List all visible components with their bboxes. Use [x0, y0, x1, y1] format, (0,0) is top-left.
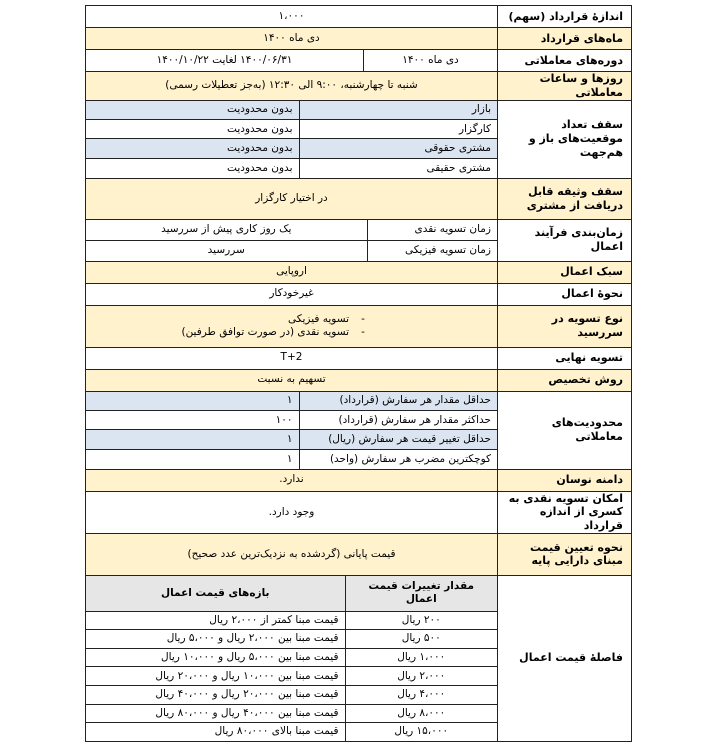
- trading-limits-label: محدودیت‌های معاملاتی: [498, 391, 632, 469]
- trading-periods-range: ۱۴۰۰/۰۶/۳۱ لغایت ۱۴۰۰/۱۰/۲۲: [85, 50, 363, 72]
- row-position-limits: [85, 100, 631, 178]
- position-limits-subtable: [86, 101, 497, 178]
- row-price-range: [85, 469, 631, 491]
- trading-limits-subtable: [86, 392, 497, 469]
- trading-limit-row: [86, 430, 497, 450]
- strike-range: قیمت مبنا بین ۱۰،۰۰۰ ریال و ۲۰،۰۰۰ ریال: [86, 667, 345, 686]
- position-limit-value: بدون محدودیت: [86, 139, 299, 159]
- contract-months-value: دی ماه ۱۴۰۰: [85, 28, 497, 50]
- strike-step: ۱،۰۰۰ ریال: [345, 648, 497, 667]
- position-limit-value: بدون محدودیت: [86, 119, 299, 139]
- contract-months-label: ماه‌های قرارداد: [498, 28, 632, 50]
- row-strike-interval: [85, 575, 631, 741]
- row-trading-limits: [85, 391, 631, 469]
- strike-interval-row: [86, 667, 497, 686]
- allocation-value: تسهیم به نسبت: [85, 369, 497, 391]
- exercise-method-value: غیرخودکار: [85, 283, 497, 305]
- position-limit-name: کارگزار: [299, 119, 497, 139]
- exercise-timing-row: [86, 240, 497, 261]
- strike-interval-row: [86, 611, 497, 630]
- strike-step: ۲،۰۰۰ ریال: [345, 667, 497, 686]
- row-trading-days: [85, 72, 631, 101]
- exercise-style-value: اروپایی: [85, 261, 497, 283]
- strike-ranges-header: بازه‌های قیمت اعمال: [86, 576, 345, 611]
- row-contract-months: [85, 28, 631, 50]
- row-exercise-style: [85, 261, 631, 283]
- row-trading-periods: [85, 50, 631, 72]
- settlement-type-label: نوع تسویه در سررسید: [498, 305, 632, 347]
- exercise-timing-value: یک روز کاری پیش از سررسید: [86, 220, 367, 241]
- strike-interval-row: [86, 723, 497, 741]
- trading-days-value: شنبه تا چهارشنبه، ۹:۰۰ الی ۱۲:۳۰ (به‌جز تعطیلات رسمی): [85, 72, 497, 101]
- trading-limit-name: حداکثر مقدار هر سفارش (قرارداد): [299, 410, 497, 430]
- settlement-option-text: تسویه نقدی (در صورت توافق طرفین): [181, 326, 349, 338]
- strike-interval-row: [86, 704, 497, 723]
- exercise-timing-value: سررسید: [86, 240, 367, 261]
- exercise-timing-name: زمان تسویه فیزیکی: [367, 240, 497, 261]
- strike-range: قیمت مبنا بین ۲،۰۰۰ ریال و ۵،۰۰۰ ریال: [86, 630, 345, 649]
- exercise-timing-row: [86, 220, 497, 241]
- collateral-label: سقف وثیقه قابل دریافت از مشتری: [498, 178, 632, 219]
- row-allocation: [85, 369, 631, 391]
- row-base-price: [85, 533, 631, 575]
- strike-step: ۴،۰۰۰ ریال: [345, 686, 497, 705]
- row-settlement-type: [85, 305, 631, 347]
- exercise-timing-name: زمان تسویه نقدی: [367, 220, 497, 241]
- strike-interval-subtable: [86, 576, 497, 741]
- row-collateral: [85, 178, 631, 219]
- collateral-value: در اختیار کارگزار: [85, 178, 497, 219]
- price-range-value: ندارد.: [85, 469, 497, 491]
- strike-step: ۲۰۰ ریال: [345, 611, 497, 630]
- contract-size-label: اندازهٔ قرارداد (سهم): [498, 6, 632, 28]
- exercise-method-label: نحوهٔ اعمال: [498, 283, 632, 305]
- trading-periods-month: دی ماه ۱۴۰۰: [364, 50, 498, 72]
- strike-step: ۱۵،۰۰۰ ریال: [345, 723, 497, 741]
- position-limit-row: [86, 159, 497, 178]
- trading-limit-name: کوچکترین مضرب هر سفارش (واحد): [299, 450, 497, 469]
- position-limit-row: [86, 139, 497, 159]
- position-limit-row: [86, 119, 497, 139]
- base-price-value: قیمت پایانی (گردشده به نزدیک‌ترین عدد صحیح): [85, 533, 497, 575]
- trading-limit-name: حداقل تغییر قیمت هر سفارش (ریال): [299, 430, 497, 450]
- trading-limit-name: حداقل مقدار هر سفارش (قرارداد): [299, 392, 497, 411]
- position-limit-row: [86, 101, 497, 120]
- strike-interval-header-row: [86, 576, 497, 611]
- settlement-type-options: [85, 305, 497, 347]
- strike-interval-row: [86, 630, 497, 649]
- trading-limit-value: ۱: [86, 430, 299, 450]
- allocation-label: روش تخصیص: [498, 369, 632, 391]
- trading-limit-value: ۱: [86, 392, 299, 411]
- position-limit-value: بدون محدودیت: [86, 101, 299, 120]
- trading-limit-row: [86, 392, 497, 411]
- exercise-style-label: سبک اعمال: [498, 261, 632, 283]
- position-limits-subtable-holder: [85, 100, 497, 178]
- strike-step: ۵۰۰ ریال: [345, 630, 497, 649]
- row-final-settlement: [85, 347, 631, 369]
- contract-spec-table: [85, 5, 632, 742]
- exercise-timing-subtable-holder: [85, 219, 497, 261]
- row-cash-settlement-fraction: [85, 491, 631, 533]
- settlement-option: [92, 313, 491, 326]
- settlement-option-text: تسویه فیزیکی: [287, 312, 349, 325]
- strike-range: قیمت مبنا بین ۲۰،۰۰۰ ریال و ۴۰،۰۰۰ ریال: [86, 686, 345, 705]
- exercise-timing-label: زمان‌بندی فرآیند اعمال: [498, 219, 632, 261]
- settlement-option: [92, 326, 491, 339]
- trading-limit-value: ۱: [86, 450, 299, 469]
- position-limit-name: مشتری حقوقی: [299, 139, 497, 159]
- row-exercise-method: [85, 283, 631, 305]
- strike-range: قیمت مبنا بالای ۸۰،۰۰۰ ریال: [86, 723, 345, 741]
- settlement-option-bullet: -: [361, 326, 365, 338]
- trading-limits-subtable-holder: [85, 391, 497, 469]
- exercise-timing-subtable: [86, 220, 497, 261]
- settlement-option-bullet: -: [361, 312, 365, 325]
- trading-limit-value: ۱۰۰: [86, 410, 299, 430]
- strike-interval-subtable-holder: [85, 575, 497, 741]
- strike-steps-header: مقدار تغییرات قیمت اعمال: [345, 576, 497, 611]
- strike-interval-row: [86, 686, 497, 705]
- trading-days-label: روزها و ساعات معاملاتی: [498, 72, 632, 101]
- position-limits-label: سقف تعداد موقعیت‌های باز و هم‌جهت: [498, 100, 632, 178]
- price-range-label: دامنه نوسان: [498, 469, 632, 491]
- contract-specification-document: [86, 5, 632, 738]
- strike-step: ۸،۰۰۰ ریال: [345, 704, 497, 723]
- position-limit-name: مشتری حقیقی: [299, 159, 497, 178]
- strike-interval-label: فاصلهٔ قیمت اعمال: [498, 575, 632, 741]
- position-limit-value: بدون محدودیت: [86, 159, 299, 178]
- trading-limit-row: [86, 410, 497, 430]
- trading-limit-row: [86, 450, 497, 469]
- strike-interval-row: [86, 648, 497, 667]
- final-settlement-value: T+2: [85, 347, 497, 369]
- base-price-label: نحوه تعیین قیمت مبنای دارایی پایه: [498, 533, 632, 575]
- row-exercise-timing: [85, 219, 631, 261]
- final-settlement-label: تسویه نهایی: [498, 347, 632, 369]
- contract-size-value: ۱،۰۰۰: [85, 6, 497, 28]
- position-limit-name: بازار: [299, 101, 497, 120]
- strike-range: قیمت مبنا کمتر از ۲،۰۰۰ ریال: [86, 611, 345, 630]
- cash-settlement-fraction-value: وجود دارد.: [85, 491, 497, 533]
- row-contract-size: [85, 6, 631, 28]
- strike-range: قیمت مبنا بین ۴۰،۰۰۰ ریال و ۸۰،۰۰۰ ریال: [86, 704, 345, 723]
- strike-range: قیمت مبنا بین ۵،۰۰۰ ریال و ۱۰،۰۰۰ ریال: [86, 648, 345, 667]
- cash-settlement-fraction-label: امکان تسویه نقدی به کسری از اندازه قرارداد: [498, 491, 632, 533]
- trading-periods-label: دوره‌های معاملاتی: [498, 50, 632, 72]
